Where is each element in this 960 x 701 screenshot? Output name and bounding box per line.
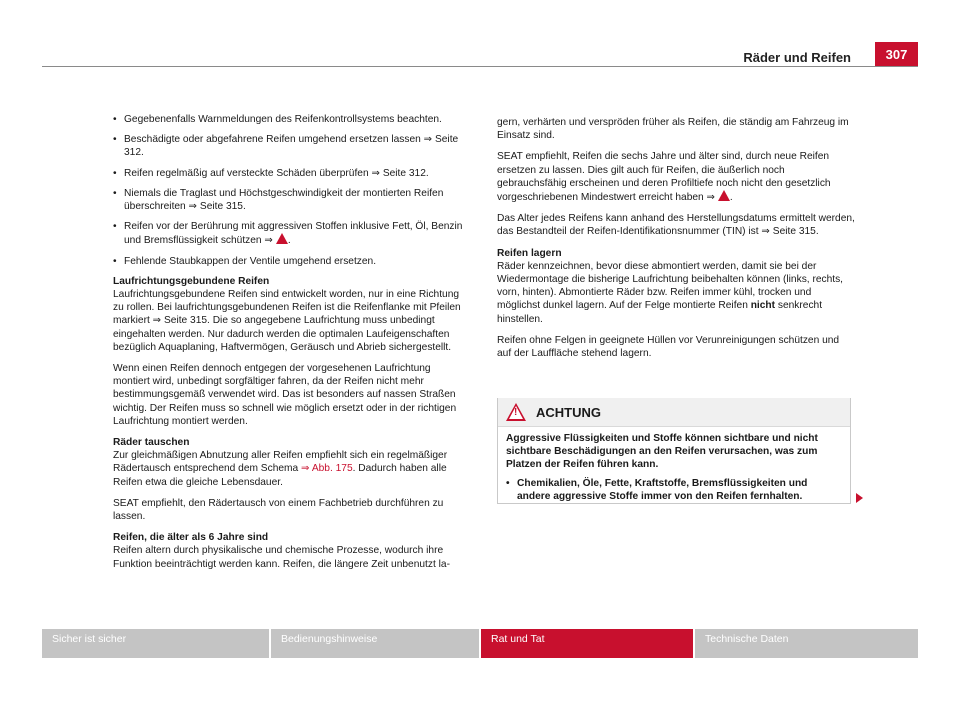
list-item: • Reifen vor der Berührung mit aggressiven Stoffen inklusive Fett, Öl, Benzin und Bremsflüssigkeit schützen ⇒ .: [113, 220, 465, 247]
warning-triangle-icon: !: [506, 403, 526, 421]
list-item: • Reifen regelmäßig auf versteckte Schäden überprüfen ⇒ Seite 312.: [113, 167, 465, 180]
section-heading-laufrichtung: Laufrichtungsgebundene Reifen: [113, 275, 270, 287]
footer-tab-bedienung[interactable]: Bedienungshinweise: [271, 629, 479, 658]
section-heading-reifen-lagern: Reifen lagern: [497, 247, 562, 259]
continue-arrow-icon: [856, 493, 863, 503]
paragraph: [497, 260, 855, 326]
list-item: • Beschädigte oder abgefahrene Reifen umgehend ersetzen lassen ⇒ Seite 312.: [113, 133, 465, 159]
paragraph-text: SEAT empfiehlt, Reifen die sechs Jahre und älter sind, durch neue Reifen ersetzen zu lassen. Dies gilt auch für Reifen, die äußerlich noch gebrauchsfähig erscheinen und deren Profiltiefe noch nicht den gesetzlich vorgeschriebenen Mindestwert erreicht haben ⇒: [497, 151, 831, 204]
page-header-title: Räder und Reifen: [743, 50, 851, 65]
section-heading-raeder-tauschen: Räder tauschen: [113, 437, 190, 449]
paragraph-text: . Dadurch haben alle Reifen etwa die gleiche Lebensdauer.: [113, 463, 447, 488]
warning-header: [498, 398, 850, 427]
paragraph-text: Zur gleichmäßigen Abnutzung aller Reifen empfiehlt sich ein regelmäßiger Rädertausch entsprechend dem Schema: [113, 450, 448, 475]
paragraph-text: senkrecht hinstellen.: [497, 300, 823, 325]
right-column: [497, 116, 855, 368]
paragraph: SEAT empfiehlt, Reifen die sechs Jahre und älter sind, durch neue Reifen ersetzen zu lassen. Dies gilt auch für Reifen, die äußerlich noch gebrauchsfähig erscheinen und deren Profiltiefe noch nicht den gesetzlich vorgeschriebenen Mindestwert erreicht haben ⇒ .: [497, 151, 831, 204]
paragraph: [113, 449, 465, 489]
warning-box: [497, 398, 851, 504]
warning-text: Aggressive Flüssigkeiten und Stoffe können sichtbare und nicht sichtbare Beschädigungen an den Reifen verursachen, was zum Platzen der Reifen führen kann.: [506, 433, 818, 471]
paragraph: Laufrichtungsgebundene Reifen sind entwickelt worden, nur in eine Richtung zu rollen. Bei laufrichtungsgebundenen Reifen ist die Reifenflanke mit Pfeilen markiert ⇒ Seite 315. Die so angegebene Laufrichtung muss unbedingt eingehalten werden. Nur dadurch werden die optimalen Laufeigenschaften bezüglich Aquaplaning, Haftvermögen, Geräusch und Abrieb sichergestellt.: [113, 289, 461, 353]
footer-tab-sicher[interactable]: Sicher ist sicher: [42, 629, 269, 658]
footer-tab-technische-daten[interactable]: Technische Daten: [695, 629, 918, 658]
footer-tab-rat-und-tat[interactable]: Rat und Tat: [481, 629, 693, 658]
paragraph: Wenn einen Reifen dennoch entgegen der vorgesehenen Laufrichtung montiert wird, unbedingt sorgfältiger fahren, da der Reifen nicht mehr bestimmungsgemäß verwendet wird. Das ist besonders auf nassen Straßen wichtig. Der Reifen muss so schnell wie möglich ersetzt oder in der richtigen Laufrichtung montiert werden.: [113, 363, 457, 427]
list-item: • Gegebenenfalls Warnmeldungen des Reifenkontrollsystems beachten.: [113, 113, 465, 126]
figure-link[interactable]: ⇒ Abb. 175: [301, 463, 353, 475]
list-item-text: Reifen vor der Berührung mit aggressiven Stoffen inklusive Fett, Öl, Benzin und Bremsflüssigkeit schützen ⇒: [124, 221, 463, 247]
warning-icon[interactable]: [276, 233, 288, 244]
paragraph: Reifen altern durch physikalische und chemische Prozesse, wodurch ihre Funktion beeinträchtigt werden kann. Reifen, die längere Zeit unbenutzt la-: [113, 545, 450, 570]
left-column: [113, 113, 465, 579]
paragraph: Das Alter jedes Reifens kann anhand des Herstellungsdatums ermittelt werden, das Bestandteil der Reifen-Identifikationsnummer (TIN) ist ⇒ Seite 315.: [497, 213, 855, 238]
warning-icon[interactable]: [718, 190, 730, 201]
list-item: • Fehlende Staubkappen der Ventile umgehend ersetzen.: [113, 255, 465, 268]
paragraph: SEAT empfiehlt, den Rädertausch von einem Fachbetrieb durchführen zu lassen.: [113, 497, 444, 523]
page-number-badge: 307: [875, 42, 918, 66]
warning-title: ACHTUNG: [536, 404, 601, 420]
section-heading-alte-reifen: Reifen, die älter als 6 Jahre sind: [113, 532, 269, 544]
list-item: • Niemals die Traglast und Höchstgeschwindigkeit der montierten Reifen überschreiten ⇒ Seite 315.: [113, 187, 465, 213]
paragraph: gern, verhärten und verspröden früher als Reifen, die ständig am Fahrzeug im Einsatz sind.: [497, 117, 849, 142]
header-rule: [42, 66, 918, 67]
paragraph-text: Räder kennzeichnen, bevor diese abmontiert werden, damit sie bei der Wiedermontage die bisherige Laufrichtung beibehalten können (links, rechts, vorn, hinten). Abmontierte Räder bzw. Reifen immer kühl, trocken und möglichst dunkel lagern. Auf der Felge montierte Reifen: [497, 260, 844, 312]
emphasis-text: nicht: [750, 300, 776, 312]
warning-body: [498, 427, 850, 503]
warning-list-item: • Chemikalien, Öle, Fette, Kraftstoffe, Bremsflüssigkeiten und andere aggressive Stoffe immer von den Reifen fernhalten.: [506, 477, 842, 503]
paragraph: Reifen ohne Felgen in geeignete Hüllen vor Verunreinigungen schützen und auf der Lauffläche stehend lagern.: [497, 334, 840, 360]
